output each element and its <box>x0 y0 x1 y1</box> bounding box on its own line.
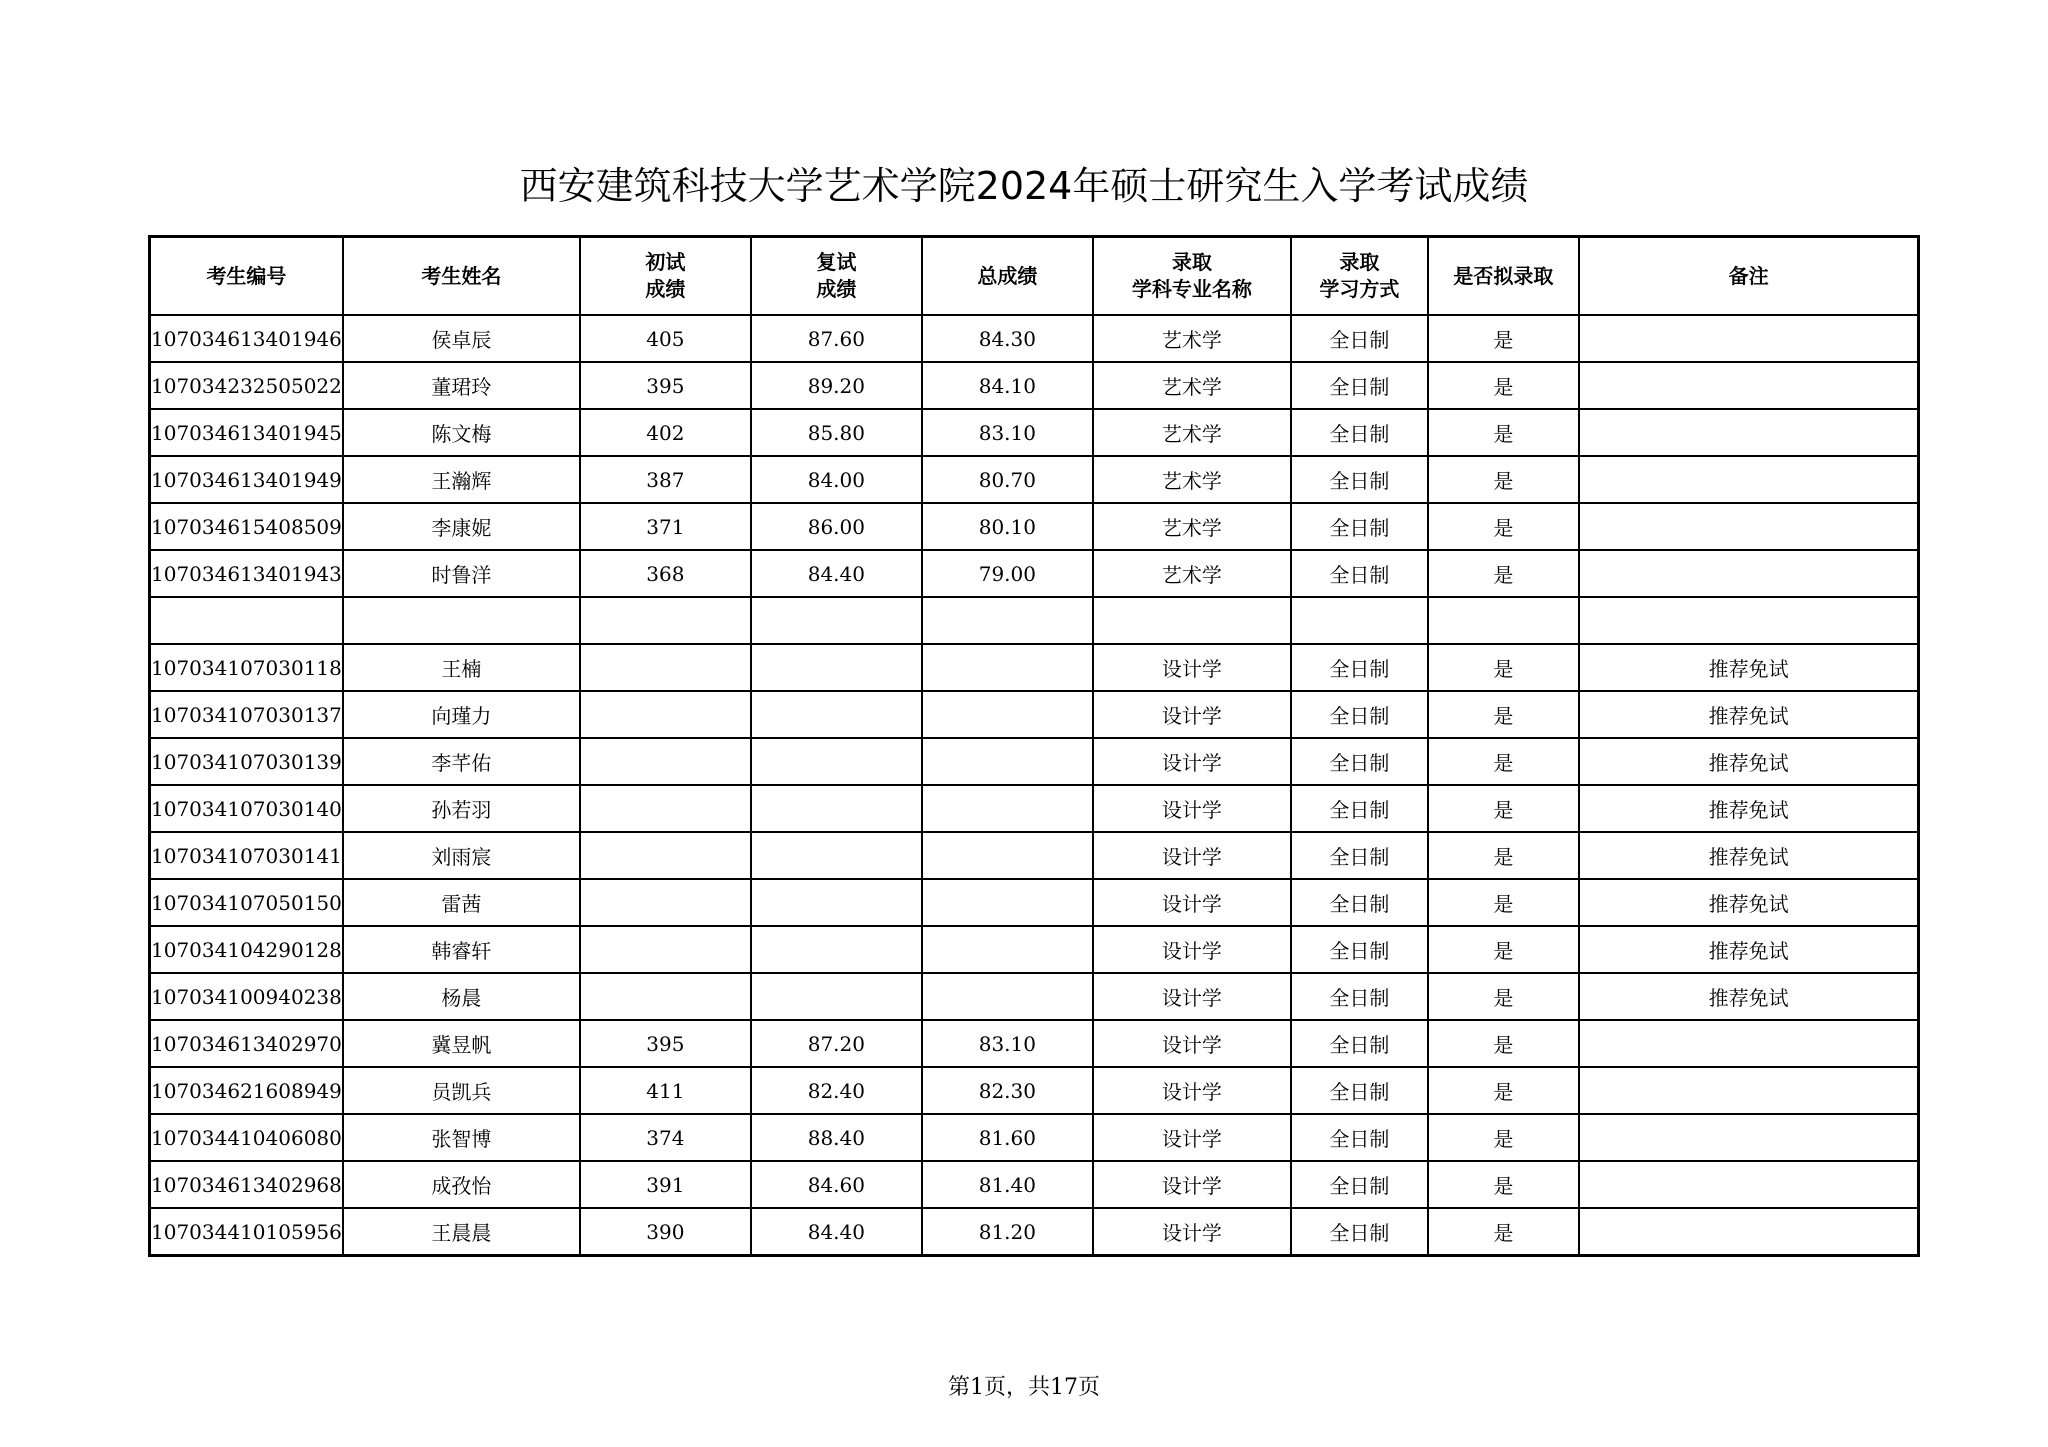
header-study-mode <box>1291 237 1428 316</box>
cell-candidate-name: 成孜怡 <box>343 1161 580 1208</box>
cell-remarks <box>1579 503 1919 550</box>
table-row <box>150 691 1919 738</box>
cell-prelim-score: 391 <box>580 1161 751 1208</box>
cell-prelim-score: 405 <box>580 315 751 362</box>
table-row <box>150 362 1919 409</box>
cell-retest-score <box>751 691 922 738</box>
cell-candidate-name: 王楠 <box>343 644 580 691</box>
cell-remarks: 推荐免试 <box>1579 738 1919 785</box>
cell-retest-score: 82.40 <box>751 1067 922 1114</box>
cell-prelim-score <box>580 691 751 738</box>
cell-total-score: 83.10 <box>922 1020 1093 1067</box>
table-row <box>150 1114 1919 1161</box>
cell-study-mode: 全日制 <box>1291 926 1428 973</box>
cell-total-score <box>922 597 1093 644</box>
cell-prelim-score: 402 <box>580 409 751 456</box>
cell-remarks <box>1579 1208 1919 1256</box>
header-proposed-admission: 是否拟录取 <box>1428 237 1579 316</box>
cell-remarks: 推荐免试 <box>1579 926 1919 973</box>
cell-proposed-admission: 是 <box>1428 550 1579 597</box>
header-prelim-line1: 初试 <box>645 250 686 274</box>
table-row <box>150 1161 1919 1208</box>
table-row <box>150 1067 1919 1114</box>
cell-retest-score: 84.40 <box>751 550 922 597</box>
table-row <box>150 409 1919 456</box>
header-candidate-name: 考生姓名 <box>343 237 580 316</box>
cell-proposed-admission: 是 <box>1428 973 1579 1020</box>
table-body <box>150 315 1919 1256</box>
cell-candidate-id: 107034613401945 <box>150 409 343 456</box>
cell-candidate-id: 107034410406080 <box>150 1114 343 1161</box>
cell-total-score <box>922 832 1093 879</box>
cell-retest-score: 87.60 <box>751 315 922 362</box>
cell-candidate-name: 刘雨宸 <box>343 832 580 879</box>
header-row <box>150 237 1919 316</box>
cell-candidate-id: 107034107030140 <box>150 785 343 832</box>
cell-study-mode: 全日制 <box>1291 644 1428 691</box>
cell-remarks <box>1579 1114 1919 1161</box>
cell-remarks <box>1579 1020 1919 1067</box>
cell-candidate-name: 侯卓辰 <box>343 315 580 362</box>
cell-admitted-major: 设计学 <box>1093 1161 1291 1208</box>
cell-retest-score <box>751 644 922 691</box>
cell-retest-score <box>751 785 922 832</box>
cell-candidate-name: 李芊佑 <box>343 738 580 785</box>
cell-retest-score: 84.60 <box>751 1161 922 1208</box>
cell-candidate-id: 107034410105956 <box>150 1208 343 1256</box>
cell-admitted-major: 设计学 <box>1093 926 1291 973</box>
cell-total-score: 81.60 <box>922 1114 1093 1161</box>
cell-retest-score: 87.20 <box>751 1020 922 1067</box>
cell-candidate-name: 冀昱帆 <box>343 1020 580 1067</box>
cell-prelim-score <box>580 832 751 879</box>
cell-remarks <box>1579 597 1919 644</box>
cell-admitted-major: 设计学 <box>1093 879 1291 926</box>
table-row <box>150 973 1919 1020</box>
cell-admitted-major <box>1093 597 1291 644</box>
cell-remarks <box>1579 1067 1919 1114</box>
cell-admitted-major: 设计学 <box>1093 832 1291 879</box>
cell-candidate-name: 向瑾力 <box>343 691 580 738</box>
cell-proposed-admission: 是 <box>1428 644 1579 691</box>
cell-prelim-score: 374 <box>580 1114 751 1161</box>
cell-candidate-id: 107034107030118 <box>150 644 343 691</box>
cell-study-mode: 全日制 <box>1291 1020 1428 1067</box>
cell-study-mode: 全日制 <box>1291 738 1428 785</box>
cell-remarks <box>1579 1161 1919 1208</box>
page-footer: 第1页，共17页 <box>948 1375 1100 1400</box>
cell-proposed-admission: 是 <box>1428 1114 1579 1161</box>
cell-retest-score <box>751 926 922 973</box>
cell-prelim-score: 395 <box>580 362 751 409</box>
table-row <box>150 1020 1919 1067</box>
cell-candidate-name: 王瀚辉 <box>343 456 580 503</box>
table-row <box>150 644 1919 691</box>
cell-admitted-major: 设计学 <box>1093 1114 1291 1161</box>
cell-total-score: 81.40 <box>922 1161 1093 1208</box>
table-row <box>150 550 1919 597</box>
scores-table <box>148 235 1920 1257</box>
cell-candidate-id: 107034615408509 <box>150 503 343 550</box>
cell-proposed-admission: 是 <box>1428 456 1579 503</box>
cell-candidate-id: 107034613402970 <box>150 1020 343 1067</box>
cell-prelim-score <box>580 973 751 1020</box>
cell-total-score <box>922 738 1093 785</box>
cell-retest-score: 84.00 <box>751 456 922 503</box>
cell-study-mode: 全日制 <box>1291 362 1428 409</box>
cell-candidate-name: 张智博 <box>343 1114 580 1161</box>
table-row <box>150 879 1919 926</box>
cell-prelim-score <box>580 738 751 785</box>
header-prelim-line2: 成绩 <box>645 277 686 301</box>
cell-proposed-admission: 是 <box>1428 879 1579 926</box>
cell-candidate-name: 孙若羽 <box>343 785 580 832</box>
cell-total-score: 79.00 <box>922 550 1093 597</box>
cell-remarks <box>1579 362 1919 409</box>
cell-candidate-name: 董珺玲 <box>343 362 580 409</box>
cell-study-mode: 全日制 <box>1291 550 1428 597</box>
cell-study-mode: 全日制 <box>1291 1161 1428 1208</box>
cell-admitted-major: 艺术学 <box>1093 315 1291 362</box>
cell-candidate-id: 107034107030139 <box>150 738 343 785</box>
cell-remarks: 推荐免试 <box>1579 691 1919 738</box>
header-admitted-major <box>1093 237 1291 316</box>
cell-candidate-name: 雷茜 <box>343 879 580 926</box>
document-title: 西安建筑科技大学艺术学院2024年硕士研究生入学考试成绩 <box>519 164 1529 208</box>
cell-remarks <box>1579 315 1919 362</box>
cell-total-score: 83.10 <box>922 409 1093 456</box>
cell-prelim-score: 371 <box>580 503 751 550</box>
cell-admitted-major: 设计学 <box>1093 1067 1291 1114</box>
cell-proposed-admission: 是 <box>1428 315 1579 362</box>
header-mode-line2: 学习方式 <box>1319 277 1400 301</box>
cell-total-score: 80.70 <box>922 456 1093 503</box>
cell-study-mode: 全日制 <box>1291 832 1428 879</box>
cell-admitted-major: 设计学 <box>1093 1208 1291 1256</box>
cell-proposed-admission: 是 <box>1428 691 1579 738</box>
cell-retest-score: 85.80 <box>751 409 922 456</box>
header-remarks: 备注 <box>1579 237 1919 316</box>
cell-study-mode: 全日制 <box>1291 1114 1428 1161</box>
cell-prelim-score: 390 <box>580 1208 751 1256</box>
cell-retest-score: 88.40 <box>751 1114 922 1161</box>
cell-study-mode: 全日制 <box>1291 785 1428 832</box>
cell-proposed-admission: 是 <box>1428 926 1579 973</box>
cell-study-mode: 全日制 <box>1291 973 1428 1020</box>
cell-admitted-major: 艺术学 <box>1093 362 1291 409</box>
cell-prelim-score: 411 <box>580 1067 751 1114</box>
cell-retest-score: 84.40 <box>751 1208 922 1256</box>
cell-study-mode: 全日制 <box>1291 503 1428 550</box>
cell-candidate-id: 107034232505022 <box>150 362 343 409</box>
header-total-score: 总成绩 <box>922 237 1093 316</box>
cell-retest-score <box>751 973 922 1020</box>
header-retest-line2: 成绩 <box>816 277 857 301</box>
cell-study-mode: 全日制 <box>1291 1208 1428 1256</box>
cell-candidate-id: 107034621608949 <box>150 1067 343 1114</box>
header-retest-score <box>751 237 922 316</box>
header-candidate-id: 考生编号 <box>150 237 343 316</box>
cell-prelim-score: 368 <box>580 550 751 597</box>
cell-candidate-id: 107034107050150 <box>150 879 343 926</box>
cell-remarks: 推荐免试 <box>1579 832 1919 879</box>
cell-candidate-id: 107034107030141 <box>150 832 343 879</box>
cell-admitted-major: 艺术学 <box>1093 503 1291 550</box>
table-row <box>150 1208 1919 1256</box>
header-major-line1: 录取 <box>1171 250 1212 274</box>
table-row <box>150 926 1919 973</box>
cell-study-mode: 全日制 <box>1291 1067 1428 1114</box>
cell-prelim-score <box>580 879 751 926</box>
cell-candidate-name: 杨晨 <box>343 973 580 1020</box>
table-row <box>150 597 1919 644</box>
cell-remarks: 推荐免试 <box>1579 785 1919 832</box>
cell-study-mode: 全日制 <box>1291 456 1428 503</box>
cell-candidate-id: 107034613401949 <box>150 456 343 503</box>
cell-retest-score: 86.00 <box>751 503 922 550</box>
cell-study-mode: 全日制 <box>1291 315 1428 362</box>
cell-total-score <box>922 879 1093 926</box>
cell-candidate-id: 107034107030137 <box>150 691 343 738</box>
cell-proposed-admission: 是 <box>1428 1020 1579 1067</box>
table-row <box>150 785 1919 832</box>
cell-proposed-admission: 是 <box>1428 409 1579 456</box>
cell-proposed-admission: 是 <box>1428 738 1579 785</box>
cell-candidate-name: 时鲁洋 <box>343 550 580 597</box>
table-row <box>150 738 1919 785</box>
cell-proposed-admission: 是 <box>1428 362 1579 409</box>
cell-remarks: 推荐免试 <box>1579 973 1919 1020</box>
cell-retest-score: 89.20 <box>751 362 922 409</box>
cell-admitted-major: 设计学 <box>1093 644 1291 691</box>
table-row <box>150 456 1919 503</box>
table-row <box>150 832 1919 879</box>
cell-total-score: 81.20 <box>922 1208 1093 1256</box>
cell-retest-score <box>751 832 922 879</box>
cell-proposed-admission: 是 <box>1428 785 1579 832</box>
cell-admitted-major: 设计学 <box>1093 738 1291 785</box>
cell-candidate-name: 陈文梅 <box>343 409 580 456</box>
cell-candidate-id: 107034104290128 <box>150 926 343 973</box>
cell-admitted-major: 艺术学 <box>1093 550 1291 597</box>
cell-remarks: 推荐免试 <box>1579 879 1919 926</box>
cell-total-score: 84.30 <box>922 315 1093 362</box>
cell-study-mode <box>1291 597 1428 644</box>
cell-prelim-score <box>580 597 751 644</box>
cell-admitted-major: 设计学 <box>1093 1020 1291 1067</box>
cell-candidate-name: 李康妮 <box>343 503 580 550</box>
cell-candidate-name: 王晨晨 <box>343 1208 580 1256</box>
cell-prelim-score <box>580 785 751 832</box>
cell-admitted-major: 艺术学 <box>1093 456 1291 503</box>
cell-admitted-major: 设计学 <box>1093 785 1291 832</box>
cell-candidate-name <box>343 597 580 644</box>
cell-remarks: 推荐免试 <box>1579 644 1919 691</box>
cell-candidate-id: 107034100940238 <box>150 973 343 1020</box>
cell-candidate-id: 107034613402968 <box>150 1161 343 1208</box>
header-major-line2: 学科专业名称 <box>1131 277 1252 301</box>
cell-proposed-admission: 是 <box>1428 1161 1579 1208</box>
cell-total-score: 84.10 <box>922 362 1093 409</box>
cell-retest-score <box>751 738 922 785</box>
cell-proposed-admission <box>1428 597 1579 644</box>
cell-study-mode: 全日制 <box>1291 879 1428 926</box>
header-mode-line1: 录取 <box>1339 250 1380 274</box>
cell-proposed-admission: 是 <box>1428 1208 1579 1256</box>
cell-total-score: 80.10 <box>922 503 1093 550</box>
cell-candidate-id <box>150 597 343 644</box>
cell-prelim-score <box>580 926 751 973</box>
cell-study-mode: 全日制 <box>1291 409 1428 456</box>
cell-prelim-score: 387 <box>580 456 751 503</box>
cell-proposed-admission: 是 <box>1428 503 1579 550</box>
cell-retest-score <box>751 879 922 926</box>
header-prelim-score <box>580 237 751 316</box>
cell-admitted-major: 设计学 <box>1093 691 1291 738</box>
table-row <box>150 315 1919 362</box>
cell-remarks <box>1579 550 1919 597</box>
cell-admitted-major: 艺术学 <box>1093 409 1291 456</box>
cell-prelim-score <box>580 644 751 691</box>
table-row <box>150 503 1919 550</box>
cell-candidate-name: 韩睿轩 <box>343 926 580 973</box>
cell-retest-score <box>751 597 922 644</box>
cell-total-score <box>922 644 1093 691</box>
cell-remarks <box>1579 456 1919 503</box>
cell-remarks <box>1579 409 1919 456</box>
cell-candidate-name: 员凯兵 <box>343 1067 580 1114</box>
header-retest-line1: 复试 <box>816 250 857 274</box>
cell-proposed-admission: 是 <box>1428 832 1579 879</box>
cell-proposed-admission: 是 <box>1428 1067 1579 1114</box>
cell-total-score <box>922 691 1093 738</box>
cell-total-score <box>922 785 1093 832</box>
cell-candidate-id: 107034613401943 <box>150 550 343 597</box>
cell-prelim-score: 395 <box>580 1020 751 1067</box>
cell-candidate-id: 107034613401946 <box>150 315 343 362</box>
cell-total-score <box>922 973 1093 1020</box>
cell-admitted-major: 设计学 <box>1093 973 1291 1020</box>
cell-total-score <box>922 926 1093 973</box>
cell-study-mode: 全日制 <box>1291 691 1428 738</box>
cell-total-score: 82.30 <box>922 1067 1093 1114</box>
